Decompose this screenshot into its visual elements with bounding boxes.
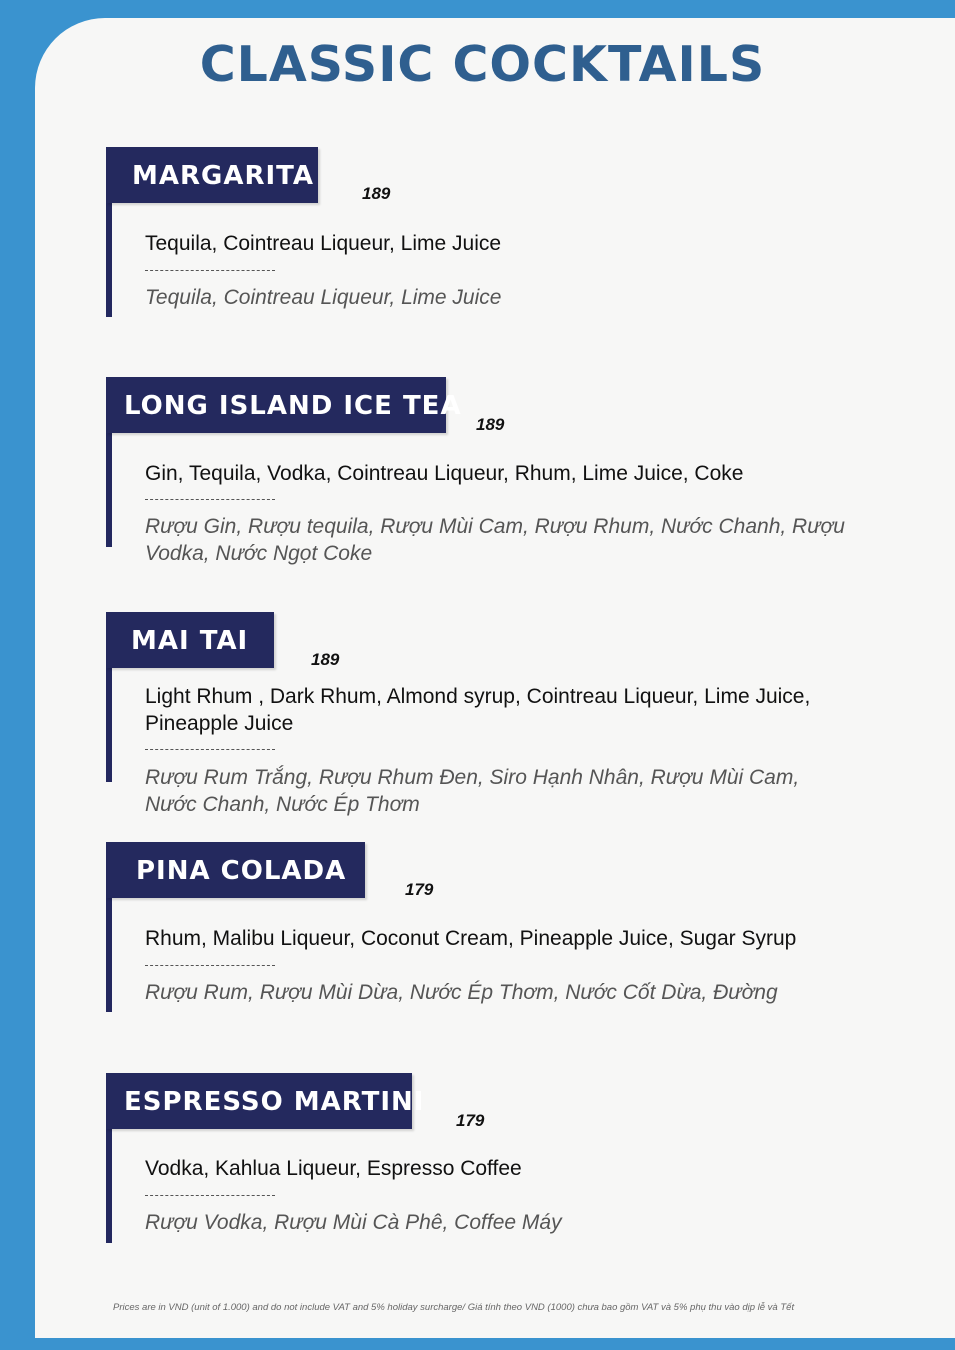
- divider: [145, 499, 275, 500]
- item-name: ESPRESSO MARTINI: [106, 1073, 412, 1129]
- page-title: CLASSIC COCKTAILS: [199, 36, 766, 93]
- divider: [145, 270, 275, 271]
- menu-page: [35, 18, 955, 1338]
- item-name: PINA COLADA: [106, 842, 365, 898]
- item-price: 179: [405, 880, 434, 899]
- item-ingredients-en: Gin, Tequila, Vodka, Cointreau Liqueur, Rhum, Lime Juice, Coke: [145, 462, 744, 485]
- item-ingredients-en: Light Rhum , Dark Rhum, Almond syrup, Cointreau Liqueur, Lime Juice, Pineapple Juice: [145, 685, 811, 735]
- item-price: 189: [311, 650, 340, 669]
- item-ingredients-vn: Tequila, Cointreau Liqueur, Lime Juice: [145, 286, 502, 309]
- item-price: 189: [476, 415, 505, 434]
- item-ingredients-en: Rhum, Malibu Liqueur, Coconut Cream, Pineapple Juice, Sugar Syrup: [145, 927, 797, 950]
- item-price: 189: [362, 184, 391, 203]
- item-name: MAI TAI: [106, 612, 274, 668]
- item-ingredients-vn: Rượu Rum Trắng, Rượu Rhum Đen, Siro Hạnh Nhân, Rượu Mùi Cam, Nước Chanh, Nước Ép Thơm: [145, 766, 800, 816]
- item-ingredients-vn: Rượu Vodka, Rượu Mùi Cà Phê, Coffee Máy: [145, 1211, 562, 1234]
- divider: [145, 749, 275, 750]
- item-name: MARGARITA: [106, 147, 318, 203]
- item-ingredients-vn: Rượu Gin, Rượu tequila, Rượu Mùi Cam, Rượu Rhum, Nước Chanh, Rượu Vodka, Nước Ngọt Coke: [145, 515, 845, 565]
- divider: [145, 1195, 275, 1196]
- divider: [145, 965, 275, 966]
- item-ingredients-vn: Rượu Rum, Rượu Mùi Dừa, Nước Ép Thơm, Nước Cốt Dừa, Đường: [145, 981, 778, 1004]
- item-name: LONG ISLAND ICE TEA: [106, 377, 446, 433]
- item-price: 179: [456, 1111, 485, 1130]
- item-ingredients-en: Tequila, Cointreau Liqueur, Lime Juice: [145, 232, 502, 255]
- item-ingredients-en: Vodka, Kahlua Liqueur, Espresso Coffee: [145, 1157, 522, 1180]
- price-footnote: Prices are in VND (unit of 1.000) and do not include VAT and 5% holiday surcharge/ Giá tính theo VND (1000) chưa bao gồm VAT và 5% phụ thu vào dịp lễ và Tết: [113, 1302, 795, 1313]
